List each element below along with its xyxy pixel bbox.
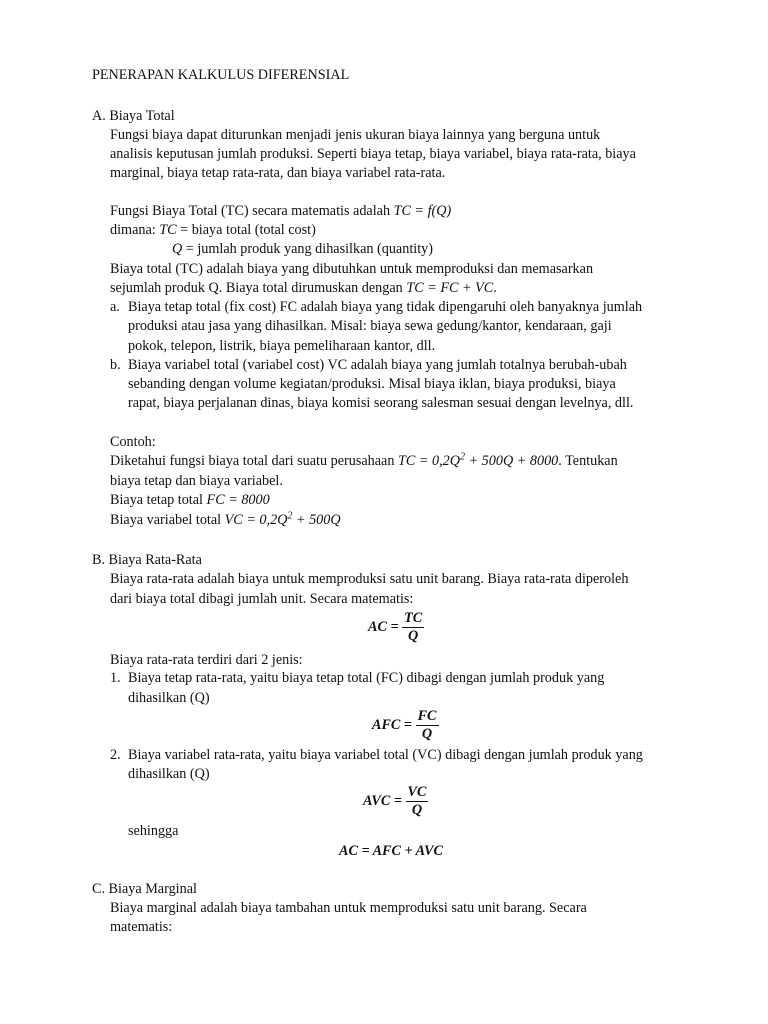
afc-fraction <box>416 708 439 743</box>
item-b-line: rapat, biaya perjalanan dinas, biaya komisi seorang salesman sesuai dengan levelnya, dll. <box>128 395 634 411</box>
fc-label: Biaya tetap total <box>110 492 207 508</box>
types-intro: Biaya rata-rata terdiri dari 2 jenis: <box>110 652 303 668</box>
total-cost-formula: TC = FC + VC <box>406 280 494 296</box>
q-symbol: Q <box>172 241 183 257</box>
afc-numerator: FC <box>417 708 437 724</box>
where-label: dimana: <box>110 222 160 238</box>
tc-meaning: = biaya total (total cost) <box>176 222 316 238</box>
section-b-heading: B. Biaya Rata-Rata <box>92 552 202 568</box>
tc-definition <box>110 202 451 221</box>
avc-formula <box>363 784 428 819</box>
vc-formula-part: + 500Q <box>292 512 341 528</box>
vc-formula-exponent: 2 <box>287 510 293 522</box>
item-2-line: Biaya variabel rata-rata, yaitu biaya variabel total (VC) dibagi dengan jumlah produk yang <box>128 747 643 763</box>
item-a-line: pokok, telepon, listrik, biaya pemeliharaan kantor, dll. <box>128 338 436 354</box>
fc-answer <box>110 491 270 510</box>
item-a-line: Biaya tetap total (fix cost) FC adalah biaya yang tidak dipengaruhi oleh banyaknya jumlah <box>128 299 643 315</box>
section-a-intro-line: marginal, biaya tetap rata-rata, dan biaya variabel rata-rata. <box>110 165 446 181</box>
tc-definition-formula: TC = f(Q) <box>393 203 452 219</box>
avc-numerator: VC <box>407 784 427 800</box>
total-cost-period: . <box>493 280 497 296</box>
item-1-line: dihasilkan (Q) <box>128 690 210 706</box>
example-line <box>110 452 618 471</box>
afc-denominator: Q <box>421 726 433 742</box>
section-b-intro-line: dari biaya total dibagi jumlah unit. Secara matematis: <box>110 591 414 607</box>
section-c-heading: C. Biaya Marginal <box>92 881 197 897</box>
total-cost-formula-line <box>110 279 497 298</box>
item-b-line: Biaya variabel total (variabel cost) VC adalah biaya yang jumlah totalnya berubah-ubah <box>128 357 627 373</box>
example-formula <box>398 453 558 469</box>
item-2-line: dihasilkan (Q) <box>128 766 210 782</box>
total-cost-line: Biaya total (TC) adalah biaya yang dibutuhkan untuk memproduksi dan memasarkan <box>110 261 594 277</box>
q-meaning: = jumlah produk yang dihasilkan (quantity) <box>182 241 433 257</box>
document-title: PENERAPAN KALKULUS DIFERENSIAL <box>92 67 350 83</box>
item-b-line: sebanding dengan volume kegiatan/produksi. Misal biaya iklan, biaya produksi, biaya <box>128 376 616 392</box>
section-b-intro-line: Biaya rata-rata adalah biaya untuk memproduksi satu unit barang. Biaya rata-rata diperoleh <box>110 571 629 587</box>
list-marker-1: 1. <box>110 670 121 686</box>
ac-numerator: TC <box>404 610 423 626</box>
afc-formula <box>372 708 439 743</box>
vc-formula <box>225 512 341 528</box>
fc-formula: FC = 8000 <box>206 492 270 508</box>
example-text: Diketahui fungsi biaya total dari suatu perusahaan <box>110 453 398 469</box>
list-marker-b: b. <box>110 357 121 373</box>
avc-denominator: Q <box>411 802 423 818</box>
where-q-line <box>172 240 433 259</box>
example-after: . Tentukan <box>558 453 618 469</box>
tc-symbol: TC <box>159 222 177 238</box>
item-1-line: Biaya tetap rata-rata, yaitu biaya tetap total (FC) dibagi dengan jumlah produk yang <box>128 670 605 686</box>
avc-fraction <box>406 784 429 819</box>
tc-definition-text: Fungsi Biaya Total (TC) secara matematis adalah <box>110 203 394 219</box>
ac-denominator: Q <box>408 628 419 644</box>
vc-label: Biaya variabel total <box>110 512 225 528</box>
example-label: Contoh: <box>110 434 156 450</box>
ac-lhs: AC = <box>368 618 399 635</box>
example-line-2: biaya tetap dan biaya variabel. <box>110 473 283 489</box>
where-tc-line <box>110 221 316 240</box>
vc-formula-part: VC = 0,2Q <box>224 512 288 528</box>
afc-lhs: AFC = <box>372 716 413 733</box>
sehingga-text: sehingga <box>128 823 179 839</box>
list-marker-a: a. <box>110 299 120 315</box>
example-formula-part: TC = 0,2Q <box>398 453 461 469</box>
sum-formula: AC = AFC + AVC <box>339 843 443 859</box>
example-formula-part: + 500Q + 8000 <box>465 453 559 469</box>
item-a-line: produksi atau jasa yang dihasilkan. Misal: biaya sewa gedung/kantor, kendaraan, gaji <box>128 318 612 334</box>
vc-answer <box>110 511 341 530</box>
section-a-heading: A. Biaya Total <box>92 108 175 124</box>
ac-fraction <box>402 610 424 645</box>
section-c-intro-line: Biaya marginal adalah biaya tambahan untuk memproduksi satu unit barang. Secara <box>110 900 587 916</box>
section-c-intro-line: matematis: <box>110 919 173 935</box>
total-cost-text: sejumlah produk Q. Biaya total dirumuskan dengan <box>110 280 407 296</box>
section-a-intro-line: Fungsi biaya dapat diturunkan menjadi jenis ukuran biaya lainnya yang berguna untuk <box>110 127 601 143</box>
example-formula-exponent: 2 <box>460 451 466 463</box>
ac-formula <box>368 610 424 645</box>
list-marker-2: 2. <box>110 747 121 763</box>
avc-lhs: AVC = <box>363 792 402 809</box>
section-a-intro-line: analisis keputusan jumlah produksi. Seperti biaya tetap, biaya variabel, biaya rata-rata, biaya <box>110 146 636 162</box>
